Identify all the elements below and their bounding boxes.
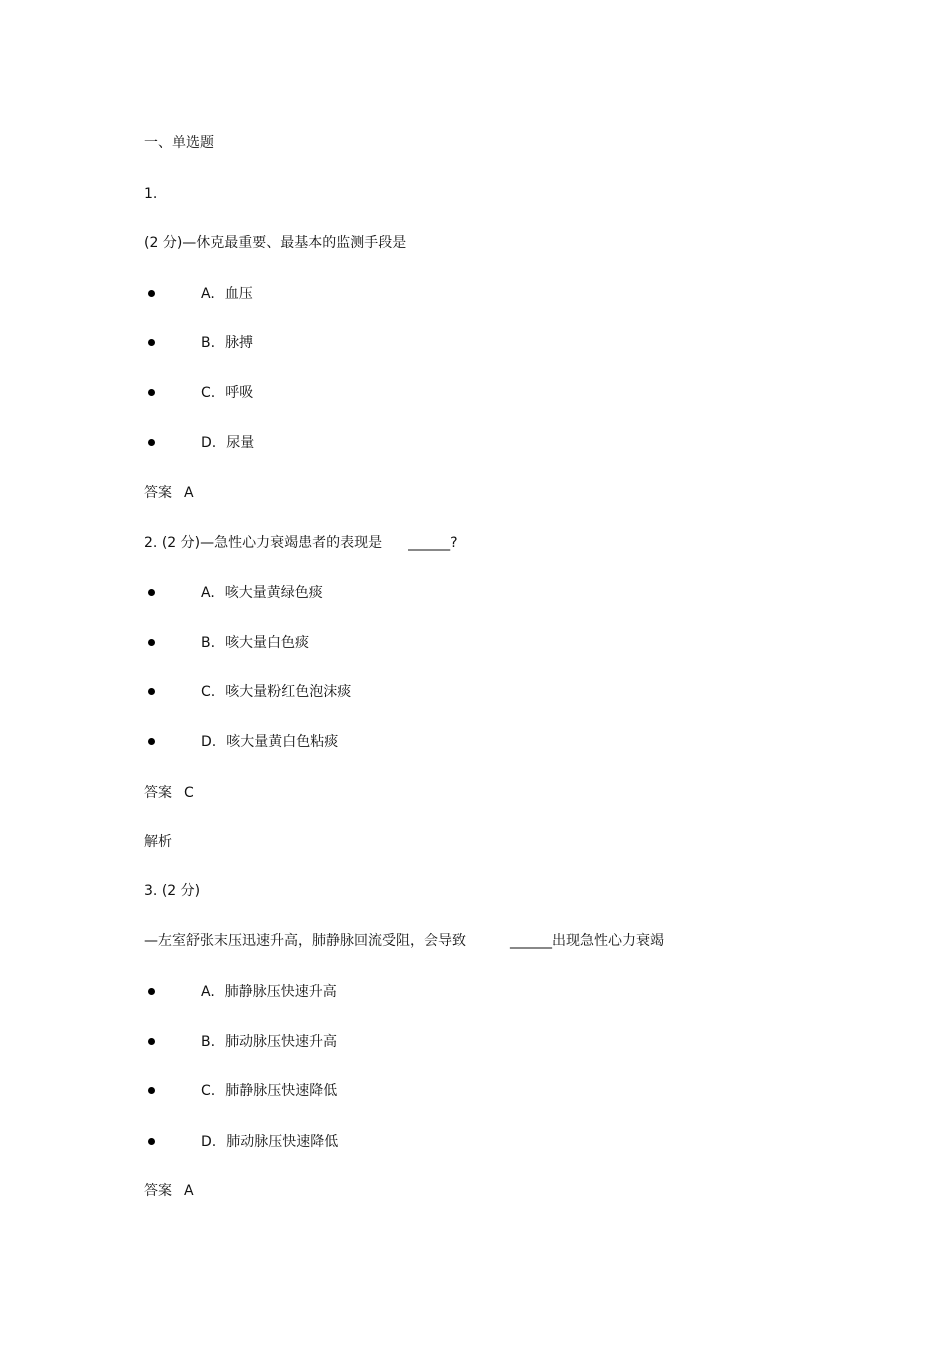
option-text: 肺静脉压快速降低	[225, 1083, 338, 1099]
section-title: 一、单选题	[144, 135, 214, 151]
option-text: 咳大量粉红色泡沫痰	[225, 684, 352, 700]
option-letter: D.	[201, 435, 217, 451]
question-3-score: (2 分)	[161, 883, 201, 899]
question-3-stem	[144, 932, 664, 950]
question-2-analysis: 解析	[144, 834, 172, 850]
option-letter: B.	[201, 335, 216, 351]
answer-value: A	[184, 485, 194, 501]
question-3-option-b[interactable]	[0, 1033, 700, 1051]
bullet-icon	[148, 988, 155, 995]
option-letter: A.	[201, 286, 215, 302]
option-letter: B.	[201, 635, 216, 651]
bullet-icon	[148, 589, 155, 596]
question-1-answer	[144, 484, 194, 502]
option-letter: D.	[201, 734, 217, 750]
answer-value: A	[184, 1183, 194, 1199]
question-2-option-b[interactable]	[0, 634, 700, 652]
bullet-icon	[148, 290, 155, 297]
bullet-icon	[148, 389, 155, 396]
option-letter: B.	[201, 1034, 216, 1050]
option-letter: C.	[201, 684, 216, 700]
answer-blank: ______	[510, 933, 552, 949]
answer-blank: ______	[408, 535, 451, 551]
question-1-option-b[interactable]	[0, 334, 700, 352]
question-1-option-c[interactable]	[0, 384, 700, 402]
question-1-number: 1.	[144, 186, 158, 202]
question-2-number: 2.	[144, 535, 158, 551]
answer-label: 答案	[144, 485, 172, 501]
bullet-icon	[148, 1087, 155, 1094]
question-2-option-d[interactable]	[0, 733, 700, 751]
bullet-icon	[148, 1138, 155, 1145]
question-3-option-a[interactable]	[0, 983, 700, 1001]
option-text: 血压	[224, 286, 253, 302]
question-2-answer	[144, 784, 194, 802]
answer-label: 答案	[144, 1183, 172, 1199]
question-1-option-d[interactable]	[0, 434, 700, 452]
bullet-icon	[148, 688, 155, 695]
answer-label: 答案	[144, 785, 172, 801]
option-letter: D.	[201, 1134, 217, 1150]
option-text: 肺静脉压快速升高	[224, 984, 337, 1000]
bullet-icon	[148, 738, 155, 745]
question-2-option-c[interactable]	[0, 683, 700, 701]
option-text: 咳大量黄绿色痰	[224, 585, 323, 601]
question-3-option-d[interactable]	[0, 1133, 700, 1151]
question-3-option-c[interactable]	[0, 1082, 700, 1100]
question-3-stem-text: —左室舒张末压迅速升高，肺静脉回流受阻，会导致	[144, 933, 466, 949]
bullet-icon	[148, 639, 155, 646]
question-3-stem-end: 出现急性心力衰竭	[552, 933, 664, 949]
option-text: 呼吸	[225, 385, 254, 401]
answer-value: C	[184, 785, 194, 801]
option-letter: C.	[201, 1083, 216, 1099]
question-2-option-a[interactable]	[0, 584, 700, 602]
question-2-stem-end: ?	[450, 535, 458, 551]
bullet-icon	[148, 1038, 155, 1045]
question-3-answer	[144, 1182, 194, 1200]
bullet-icon	[148, 439, 155, 446]
question-1-option-a[interactable]	[0, 285, 700, 303]
option-text: 咳大量黄白色粘痰	[226, 734, 339, 750]
bullet-icon	[148, 339, 155, 346]
option-text: 咳大量白色痰	[225, 635, 310, 651]
question-3-header	[144, 882, 200, 900]
option-text: 尿量	[226, 435, 255, 451]
option-text: 肺动脉压快速升高	[225, 1034, 338, 1050]
option-letter: C.	[201, 385, 216, 401]
question-2-stem	[144, 534, 458, 552]
question-2-stem-text: (2 分)—急性心力衰竭患者的表现是	[161, 535, 383, 551]
option-letter: A.	[201, 984, 215, 1000]
question-3-number: 3.	[144, 883, 158, 899]
question-1-stem: (2 分)—休克最重要、最基本的监测手段是	[144, 235, 407, 251]
option-text: 肺动脉压快速降低	[226, 1134, 339, 1150]
option-letter: A.	[201, 585, 215, 601]
option-text: 脉搏	[225, 335, 254, 351]
